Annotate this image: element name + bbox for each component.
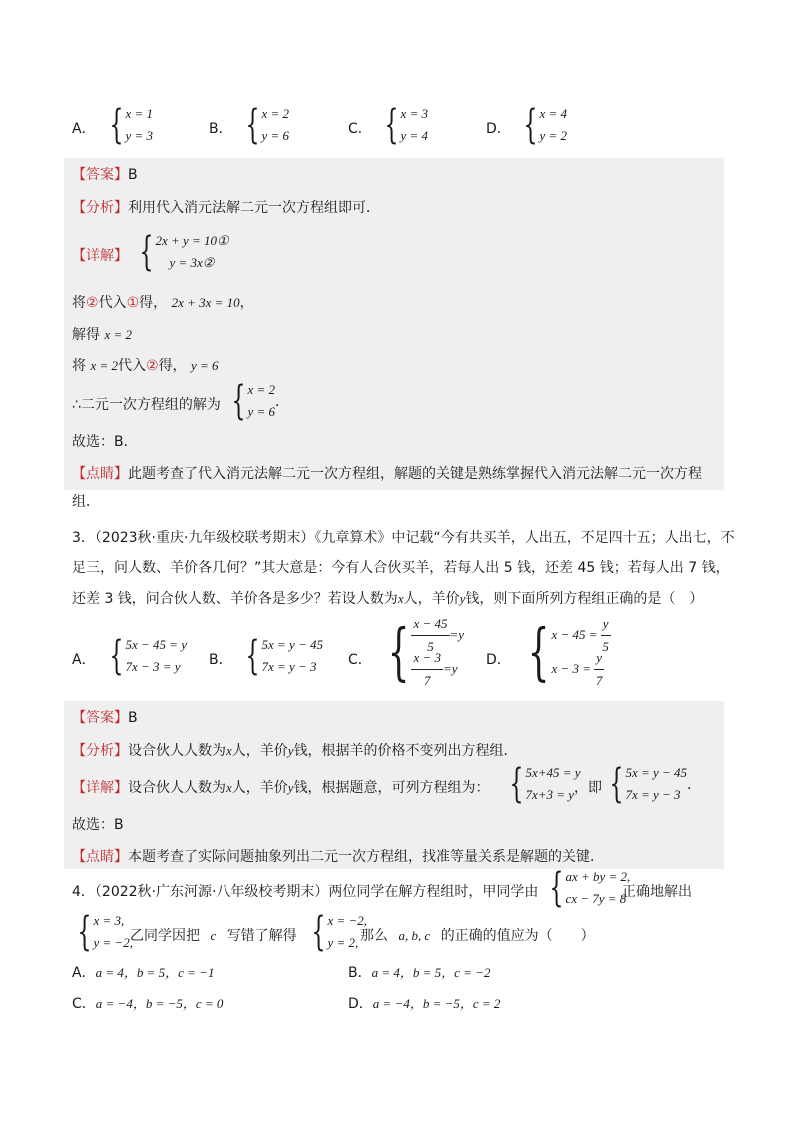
fraction	[411, 647, 443, 692]
option-letter: D．	[486, 121, 511, 137]
option-letter: A．	[72, 965, 96, 981]
option-letter: D．	[348, 996, 373, 1012]
denominator: 5	[427, 638, 434, 654]
equation-system	[220, 379, 289, 423]
analysis-text: 利用代入消元法解二元一次方程组即可．	[128, 200, 380, 216]
lhs: x − 45 =	[551, 627, 598, 642]
equation-system	[512, 103, 567, 147]
left-brace: {	[77, 909, 92, 955]
text: 正确地解出	[622, 884, 692, 900]
option-letter: D．	[486, 652, 511, 668]
comment-text: 此题考查了代入消元法解二元一次方程组，解题的关键是熟练掌握代入消元法解二元一次方程	[128, 466, 702, 482]
text: 代入	[98, 295, 127, 311]
equation-system	[598, 762, 701, 806]
math: 2x + 3x = 10	[171, 295, 240, 310]
q3-analysis	[72, 740, 518, 760]
left-brace: {	[609, 761, 624, 807]
text: 写错了解得	[226, 928, 297, 944]
denominator: 7	[423, 672, 431, 688]
text: 得，	[158, 358, 187, 374]
text: ，即	[574, 780, 602, 796]
equation: y = 6	[261, 128, 289, 143]
option-letter: A．	[72, 121, 96, 137]
lhs: x − 3 =	[551, 661, 592, 676]
analysis-tag: 【分析】	[72, 200, 128, 216]
option-text: a = −4，b = −5，c = 2	[372, 996, 501, 1011]
option-letter: C．	[348, 652, 372, 668]
analysis-tag: 【分析】	[72, 743, 128, 759]
comment-tag: 【点睛】	[72, 466, 128, 482]
text: 那么	[360, 928, 388, 944]
equation: 7x = y − 3	[261, 659, 317, 674]
equation-system	[234, 103, 289, 147]
var: x	[226, 743, 232, 758]
q2-choice: 故选：B．	[72, 434, 138, 450]
var: y	[459, 591, 466, 606]
equation: y = −2,	[93, 935, 134, 950]
equation-system	[98, 634, 187, 678]
equation-system	[234, 634, 323, 678]
left-brace: {	[139, 229, 154, 275]
vars: a, b, c	[398, 928, 431, 943]
equation-system	[66, 910, 133, 954]
equation: ax + by = 2,	[565, 869, 631, 884]
text: 将	[72, 358, 86, 374]
option-letter: C．	[72, 996, 96, 1012]
text: ．	[275, 394, 289, 410]
var: y	[287, 780, 294, 795]
text: 乙同学因把	[130, 928, 200, 944]
left-brace: {	[245, 633, 260, 679]
circled-2: ②	[146, 358, 159, 374]
equation: 2x + y = 10①	[155, 233, 229, 248]
q3-comment	[72, 846, 604, 866]
q4-option-d	[348, 993, 500, 1013]
equation: y = 2	[539, 128, 567, 143]
text: 还差 3 钱，问合伙人数、羊价各是多少？若设人数为	[72, 591, 398, 607]
equation: 7x+3 = y	[525, 787, 575, 802]
option-letter: C．	[348, 121, 372, 137]
answer-tag: 【答案】	[72, 167, 128, 183]
equation: 7x = y − 3	[625, 787, 681, 802]
equation: cx − 7y = 8	[565, 891, 627, 906]
q2-analysis	[72, 197, 380, 217]
q3-stem-line1: 3．（2023秋·重庆·九年级校联考期末）《九章算术》中记载“今有共买羊，人出五，不足四十五；人出七，不	[72, 530, 735, 546]
q3-stem-line3	[72, 588, 703, 608]
numerator: y	[601, 613, 611, 636]
comment-tag: 【点睛】	[72, 849, 128, 865]
q2-comment-cont: 组．	[72, 494, 100, 510]
denominator: 5	[602, 638, 609, 654]
equation: 5x = y − 45	[261, 637, 324, 652]
equation: x = 2	[261, 106, 289, 121]
equation: y = 2,	[327, 935, 359, 950]
left-brace: {	[549, 865, 564, 911]
equation: y = 3x②	[169, 255, 215, 270]
text: 设合伙人人数为	[128, 780, 226, 796]
numerator: y	[594, 647, 604, 670]
text: 人，羊价	[231, 780, 288, 796]
option-text: a = −4，b = −5，c = 0	[95, 996, 224, 1011]
equation: x = 1	[125, 106, 153, 121]
var: c	[210, 928, 217, 943]
equation-system	[373, 103, 428, 147]
left-brace: {	[384, 102, 399, 148]
q3-choice: 故选：B	[72, 817, 124, 833]
equation-system	[98, 103, 153, 147]
conclusion-text: ∴二元一次方程组的解为	[72, 397, 221, 413]
option-text: a = 4，b = 5，c = −2	[371, 965, 491, 980]
numerator: x − 3	[411, 647, 443, 670]
option-letter: A．	[72, 652, 96, 668]
equation-system	[370, 615, 465, 688]
option-text: a = 4，b = 5，c = −1	[95, 965, 215, 980]
left-brace: {	[509, 761, 524, 807]
equation: 5x = y − 45	[625, 765, 688, 780]
equation: y = 6	[247, 404, 275, 419]
left-brace: {	[109, 633, 124, 679]
text: 钱，则下面所列方程组正确的是（ ）	[465, 591, 704, 607]
text: 代入	[118, 358, 146, 374]
q2-step3	[72, 355, 219, 375]
left-brace: {	[523, 102, 538, 148]
denominator: 7	[595, 672, 603, 688]
var: x	[397, 591, 404, 606]
text: 解得	[72, 327, 100, 343]
answer-tag: 【答案】	[72, 710, 128, 726]
option-letter: B．	[209, 652, 233, 668]
q4-option-c	[72, 993, 223, 1013]
equation: y = 4	[400, 128, 428, 143]
math: y = 6	[191, 358, 219, 373]
answer-value: B	[128, 710, 138, 726]
q4-option-b	[348, 962, 490, 982]
text: 钱，根据题意，可列方程组为：	[293, 780, 490, 796]
left-brace: {	[231, 378, 246, 424]
option-letter: B．	[348, 965, 372, 981]
equation: x = 3	[400, 106, 428, 121]
equation-system	[538, 866, 630, 910]
left-brace: {	[387, 615, 410, 688]
left-brace: {	[109, 102, 124, 148]
equation-system	[128, 230, 229, 274]
equation: x = 4	[539, 106, 567, 121]
q4-option-a	[72, 962, 214, 982]
rhs: =y	[449, 627, 465, 642]
detail-tag: 【详解】	[72, 248, 128, 264]
option-letter: B．	[209, 121, 233, 137]
text: ．	[687, 777, 702, 793]
math: x = 2	[104, 327, 132, 342]
q2-step2	[72, 324, 132, 344]
left-brace: {	[527, 615, 550, 688]
detail-tag: 【详解】	[72, 780, 128, 796]
text: 钱，根据羊的价格不变列出方程组．	[293, 743, 518, 759]
equation: x = 2	[247, 382, 275, 397]
answer-value: B	[128, 167, 138, 183]
q3-stem-line2: 足三，问人数、羊价各几何？”其大意是：今有人合伙买羊，若每人出 5 钱，还差 45 钱；若每人出 7 钱，	[72, 560, 730, 576]
equation: 7x − 3 = y	[125, 659, 181, 674]
rhs: =y	[443, 661, 458, 676]
math: x = 2	[90, 358, 118, 373]
text: 得，	[139, 295, 168, 311]
left-brace: {	[245, 102, 260, 148]
equation: 5x+45 = y	[525, 765, 581, 780]
text: 的正确的值应为（ ）	[440, 928, 595, 944]
q3-answer	[72, 707, 138, 727]
text: 将	[72, 295, 86, 311]
q2-answer	[72, 164, 138, 184]
equation: x = −2,	[327, 913, 368, 928]
circled-2: ②	[86, 295, 99, 311]
left-brace: {	[311, 909, 326, 955]
equation: y = 3	[125, 128, 153, 143]
var: x	[226, 780, 232, 795]
var: y	[287, 743, 294, 758]
equation: x = 3,	[93, 913, 125, 928]
equation-system	[300, 910, 367, 954]
fraction	[594, 647, 604, 692]
text: 设合伙人人数为	[128, 743, 226, 759]
numerator: x − 45	[411, 613, 449, 636]
comment-text: 本题考查了实际问题抽象列出二元一次方程组，找准等量关系是解题的关键．	[128, 849, 604, 865]
equation-system	[510, 615, 611, 688]
text: 人，羊价	[231, 743, 288, 759]
circled-1: ①	[126, 295, 140, 311]
equation: 5x − 45 = y	[125, 637, 188, 652]
text: ，	[239, 295, 254, 311]
text: 人，羊价	[403, 591, 460, 607]
q2-comment	[72, 463, 702, 483]
equation-system	[498, 762, 581, 806]
text: 4．（2022秋·广东河源·八年级校考期末）两位同学在解方程组时，甲同学由	[72, 884, 539, 900]
q2-step1	[72, 292, 254, 312]
